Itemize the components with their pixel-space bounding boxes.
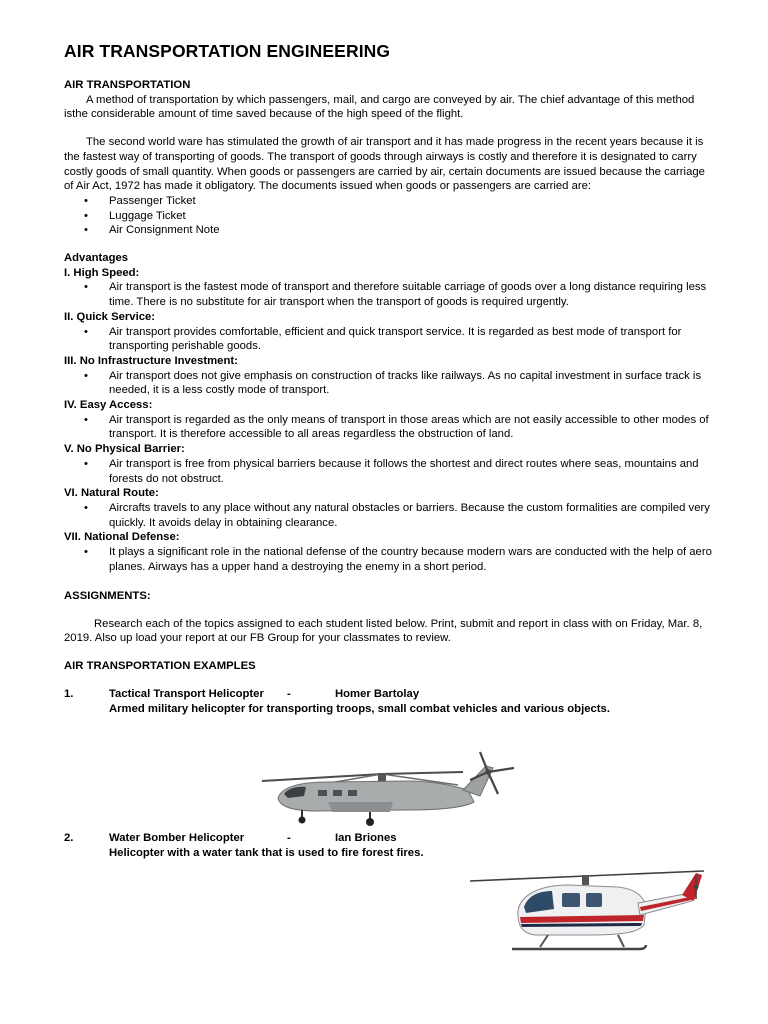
assignments-text: Research each of the topics assigned to each student listed below. Print, submit and report in class with on Friday, Mar. 8, 2019. Also up load your report at our FB Group for your classmates to review. [64, 617, 703, 645]
advantage-title: II. Quick Service: [64, 310, 156, 323]
examples-heading: AIR TRANSPORTATION EXAMPLES [64, 660, 256, 673]
sponson [328, 802, 393, 812]
example-1-description: Armed military helicopter for transporting troops, small combat vehicles and various objects. [109, 702, 610, 715]
list-item: • Air Consignment Note [84, 224, 220, 237]
bullet-icon: • [84, 413, 88, 426]
document-page [64, 40, 714, 861]
example-2-description: Helicopter with a water tank that is used to fire forest fires. [109, 846, 424, 859]
advantage-title: IV. Easy Access: [64, 399, 153, 412]
advantages-heading: Advantages [64, 252, 129, 265]
advantage-text: • It plays a significant role in the national defense of the country because modern wars are conducted with the help of aero planes. Airways has a upper hand a destroying the enemy in a short period. [84, 546, 712, 573]
tactical-transport-helicopter-image [258, 750, 520, 830]
bullet-icon: • [84, 501, 88, 514]
landing-gear [299, 810, 375, 826]
advantage-text: • Air transport is the fastest mode of transport and therefore suitable carriage of goods over a long distance requiring less time. There is no substitute for air transport when the transport of goods is required urgently. [84, 281, 707, 309]
advantage-title: III. No Infrastructure Investment: [64, 354, 238, 367]
history-paragraph: The second world ware has stimulated the growth of air transport and it has made progress in the recent years because it is the fastest way of transporting of goods. The transport of goods through airways is costly and therefore it is designated to carry costly goods of small quantity. When goods or passengers are carried by air, certain documents are issued because the carriage of Air Act, 1972 has made it obligatory. The documents issued when goods or passengers are carried are: [64, 136, 705, 193]
side-window [562, 893, 580, 907]
advantage-title: V. No Physical Barrier: [64, 443, 185, 456]
example-title: Water Bomber Helicopter [109, 832, 245, 845]
example-dash: - [287, 687, 291, 700]
intro-paragraph: A method of transportation by which passengers, mail, and cargo are conveyed by air. The chief advantage of this method isthe considerable amount of time saved because of the high speed of the flight. [64, 93, 695, 121]
advantage-text: • Air transport is regarded as the only means of transport in those areas which are not easily accessible to other modes of transport. It is therefore accessible to all areas regardless the obstruction of land. [84, 413, 709, 441]
example-number: 2. [64, 832, 74, 845]
example-1-header [64, 687, 714, 702]
assignments-heading: ASSIGNMENTS: [64, 590, 151, 602]
side-window [318, 790, 327, 796]
water-bomber-helicopter-image [468, 865, 708, 957]
bullet-icon: • [84, 194, 88, 207]
advantage-text: • Air transport does not give emphasis on construction of tracks like railways. As no capital investment in surface track is needed, it is a less costly mode of transport. [84, 369, 702, 397]
example-dash: - [287, 832, 291, 845]
bullet-icon: • [84, 369, 88, 382]
bullet-icon: • [84, 281, 88, 294]
bullet-icon: • [84, 325, 88, 338]
advantage-text: • Air transport is free from physical barriers because it follows the shortest and direct routes where seas, mountains and forests do not obstruct. [84, 457, 699, 485]
advantage-text: • Aircrafts travels to any place without any natural obstacles or barriers. Because the custom formalities are compiled very quickly. It avoids delay in obtaining clearance. [84, 501, 710, 529]
example-student: Homer Bartolay [335, 687, 420, 700]
advantage-text: • Air transport provides comfortable, efficient and quick transport service. It is regarded as best mode of transport for transporting perishable goods. [84, 325, 682, 353]
rotor-mast [582, 875, 589, 885]
example-student: Ian Briones [335, 832, 397, 845]
list-item: • Passenger Ticket [84, 194, 196, 207]
side-window [348, 790, 357, 796]
bullet-icon: • [84, 209, 88, 222]
list-item: • Luggage Ticket [84, 209, 186, 222]
advantage-title: VII. National Defense: [64, 531, 180, 544]
document-title: AIR TRANSPORTATION ENGINEERING [64, 41, 391, 61]
example-2-header [64, 831, 714, 846]
bullet-icon: • [84, 546, 88, 559]
bullet-icon: • [84, 457, 88, 470]
air-transportation-heading: AIR TRANSPORTATION [64, 79, 191, 91]
side-window [333, 790, 342, 796]
example-title: Tactical Transport Helicopter [109, 687, 264, 700]
advantage-title: VI. Natural Route: [64, 487, 159, 500]
landing-skids [512, 935, 646, 949]
advantage-title: I. High Speed: [64, 266, 140, 279]
documents-list [64, 194, 714, 238]
bullet-icon: • [84, 224, 88, 237]
example-number: 1. [64, 687, 74, 700]
side-window [586, 893, 602, 907]
